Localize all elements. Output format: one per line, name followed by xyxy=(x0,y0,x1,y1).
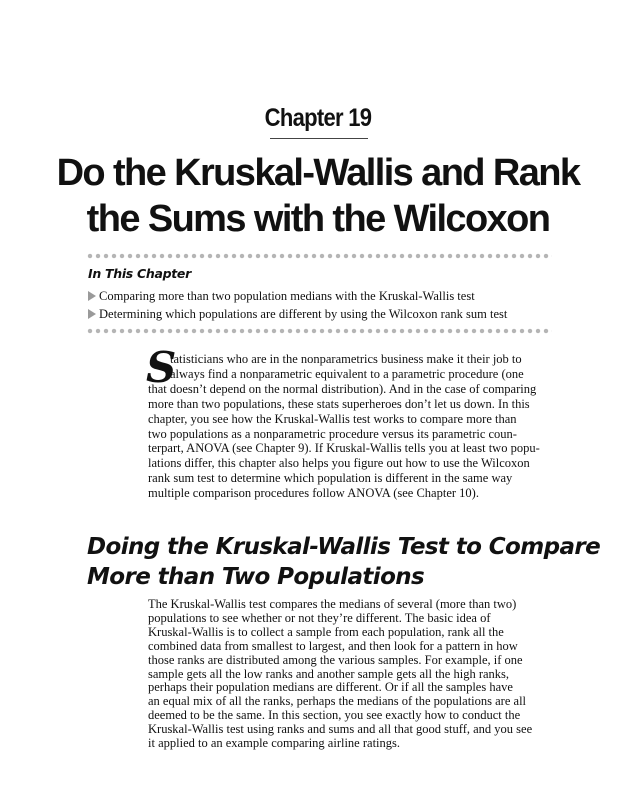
list-item-text: Comparing more than two population medians with the Kruskal-Wallis test xyxy=(99,289,475,303)
list-item-text: Determining which populations are different by using the Wilcoxon rank sum test xyxy=(99,307,508,321)
paragraph-line: perhaps their population medians are different. Or if all the samples have xyxy=(148,680,513,695)
intro-line: always find a nonparametric equivalent to a parametric procedure (one xyxy=(170,366,524,381)
paragraph-line: The Kruskal-Wallis test compares the medians of several (more than two) xyxy=(148,597,517,611)
in-this-chapter-list xyxy=(88,287,507,323)
intro-line: chapter, you see how the Kruskal-Wallis test works to compare more than xyxy=(148,411,517,426)
paragraph-line: deemed to be the same. In this section, you see exactly how to conduct the xyxy=(148,708,521,723)
chapter-label: Chapter 19 xyxy=(264,104,372,132)
chapter-title xyxy=(0,150,636,242)
intro-line: tatisticians who are in the nonparametrics business make it their job to xyxy=(170,352,522,366)
intro-line: that doesn’t depend on the normal distribution). And in the case of comparing xyxy=(148,381,537,396)
intro-line: terpart, ANOVA (see Chapter 9). If Kruskal-Wallis tells you at least two popu- xyxy=(148,441,540,456)
bullet-triangle-icon xyxy=(88,309,96,319)
section-heading xyxy=(87,532,600,592)
paragraph-line: Kruskal-Wallis test using ranks and sums and all that good stuff, and you see xyxy=(148,722,533,737)
section-heading-line-2: More than Two Populations xyxy=(87,564,425,590)
list-item xyxy=(88,287,507,305)
paragraph-line: those ranks are distributed among the various samples. For example, if one xyxy=(148,652,523,667)
list-item xyxy=(88,305,507,323)
section-heading-line-1: Doing the Kruskal-Wallis Test to Compare xyxy=(87,534,601,560)
paragraph-line: sample gets all the low ranks and another sample gets all the high ranks, xyxy=(148,666,510,681)
paragraph-line: an equal mix of all the ranks, perhaps the medians of the populations are all xyxy=(148,694,527,709)
paragraph-line: it applied to an example comparing airline ratings. xyxy=(148,736,401,751)
paragraph-line: populations to see whether or not they’re different. The basic idea of xyxy=(148,610,491,625)
intro-line: rank sum test to determine which population is different in the same way xyxy=(148,471,513,486)
bullet-triangle-icon xyxy=(88,291,96,301)
paragraph-line: combined data from smallest to largest, and then look for a pattern in how xyxy=(148,638,518,653)
dotted-divider-bottom xyxy=(86,328,552,334)
in-this-chapter-heading: In This Chapter xyxy=(88,266,191,281)
section-paragraph xyxy=(148,598,558,751)
intro-line: more than two populations, these stats superheroes don’t let us down. In this xyxy=(148,396,530,411)
dotted-divider-top xyxy=(86,253,552,259)
intro-drop-cap: S xyxy=(146,343,177,392)
intro-line: two populations as a nonparametric procedure versus its parametric coun- xyxy=(148,426,517,441)
intro-paragraph xyxy=(148,352,554,501)
intro-line: lations differ, this chapter also helps you figure out how to use the Wilcoxon xyxy=(148,456,530,471)
chapter-title-line-1: Do the Kruskal-Wallis and Rank xyxy=(56,152,580,194)
paragraph-line: Kruskal-Wallis is to collect a sample from each population, rank all the xyxy=(148,624,504,639)
chapter-title-line-2: the Sums with the Wilcoxon xyxy=(86,198,550,240)
intro-line: multiple comparison procedures follow ANOVA (see Chapter 10). xyxy=(148,486,479,501)
chapter-label-underline xyxy=(270,138,368,139)
